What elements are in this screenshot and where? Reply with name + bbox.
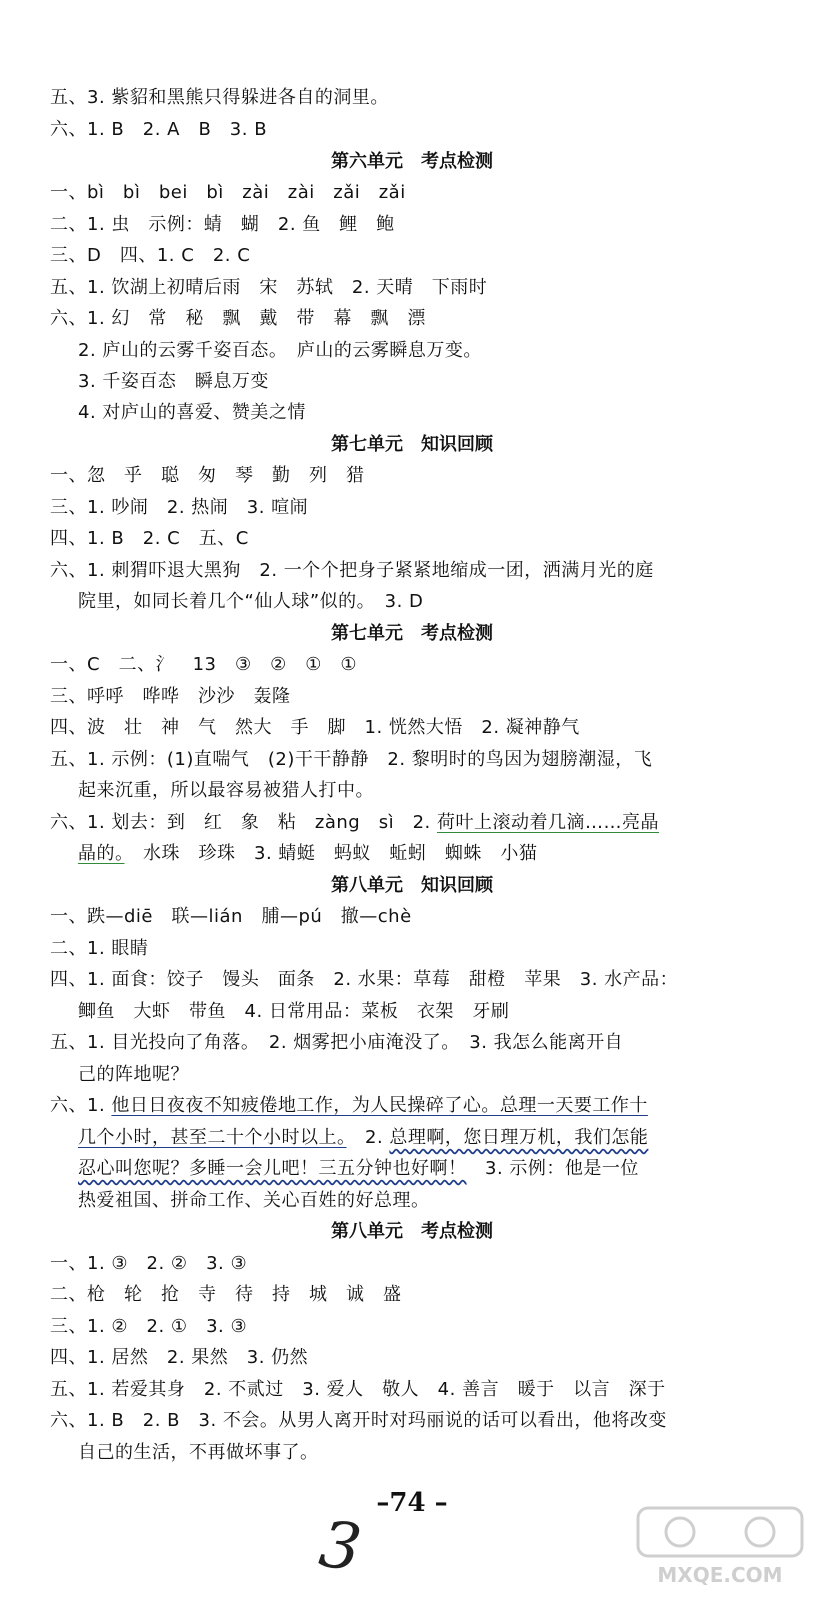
answer-line: 一、1. ③ 2. ② 3. ③ <box>50 1253 248 1274</box>
answer-line: 一、C 二、氵 13 ③ ② ① ① <box>50 654 358 675</box>
answer-line: 三、1. 吵闹 2. 热闹 3. 喧闹 <box>50 497 309 518</box>
wavy-underlined-answer: 总理啊，您日理万机，我们怎能 <box>389 1127 649 1148</box>
answer-text: 六、1. <box>50 1095 112 1116</box>
answer-line: 一、跌—diē 联—lián 脯—pú 撤—chè <box>50 906 412 927</box>
section-heading: 第八单元 考点检测 <box>331 1221 493 1242</box>
answer-line: 己的阵地呢？ <box>78 1064 189 1085</box>
answer-line: 四、1. 面食：饺子 馒头 面条 2. 水果：草莓 甜橙 苹果 3. 水产品： <box>50 969 679 990</box>
answer-line: 五、1. 示例：(1)直喘气 (2)干干静静 2. 黎明时的鸟因为翅膀潮湿，飞 <box>50 749 653 770</box>
wavy-underlined-answer: 忍心叫您呢？多睡一会儿吧！三五分钟也好啊！ <box>78 1158 467 1179</box>
answer-line: 院里，如同长着几个“仙人球”似的。 3. D <box>78 591 424 612</box>
answer-line: 4. 对庐山的喜爱、赞美之情 <box>78 402 306 423</box>
answer-line: 四、1. B 2. C 五、C <box>50 528 249 549</box>
answer-line <box>50 811 674 835</box>
answer-line: 自己的生活，不再做坏事了。 <box>78 1442 319 1463</box>
answer-line: 3. 千姿百态 瞬息万变 <box>78 371 269 392</box>
answer-line: 六、1. 刺猬吓退大黑狗 2. 一个个把身子紧紧地缩成一团，洒满月光的庭 <box>50 560 654 581</box>
answer-line: 四、波 壮 神 气 然大 手 脚 1. 恍然大悟 2. 凝神静气 <box>50 717 580 738</box>
answer-line: 鲫鱼 大虾 带鱼 4. 日常用品：菜板 衣架 牙刷 <box>78 1001 510 1022</box>
answer-line: 热爱祖国、拼命工作、关心百姓的好总理。 <box>78 1190 430 1211</box>
section-heading: 第八单元 知识回顾 <box>331 875 493 896</box>
answer-line: 二、1. 眼睛 <box>50 938 149 959</box>
watermark-logo <box>630 1500 810 1590</box>
page-number: –74 – <box>376 1488 448 1518</box>
answer-line: 三、1. ② 2. ① 3. ③ <box>50 1316 248 1337</box>
handwritten-mark: 3 <box>315 1507 366 1587</box>
answer-line: 三、呼呼 哗哗 沙沙 轰隆 <box>50 686 291 707</box>
answer-line: 四、1. 居然 2. 果然 3. 仍然 <box>50 1347 309 1368</box>
underlined-answer: 荷叶上滚动着几滴……亮晶 <box>436 812 659 833</box>
section-heading: 第七单元 考点检测 <box>331 623 493 644</box>
section-heading: 第七单元 知识回顾 <box>331 434 493 455</box>
answer-line <box>78 1126 674 1150</box>
section-heading: 第六单元 考点检测 <box>331 151 493 172</box>
answer-text: 3. 示例：他是一位 <box>466 1158 639 1179</box>
answer-line: 一、忽 乎 聪 匆 琴 勤 列 猎 <box>50 465 365 486</box>
answer-line: 六、1. 幻 常 秘 飘 戴 带 幕 飘 漂 <box>50 308 426 329</box>
underlined-answer: 他日日夜夜不知疲倦地工作，为人民操碎了心。总理一天要工作十 <box>111 1095 648 1116</box>
underlined-answer: 几个小时，甚至二十个小时以上。 <box>78 1127 347 1148</box>
answer-line <box>78 842 674 866</box>
underlined-answer: 晶的。 <box>78 843 125 864</box>
answer-line: 五、1. 饮湖上初晴后雨 宋 苏轼 2. 天晴 下雨时 <box>50 277 488 298</box>
answer-line: 三、D 四、1. C 2. C <box>50 245 251 266</box>
svg-text:MXQE.COM: MXQE.COM <box>657 1563 783 1587</box>
answer-line: 五、3. 紫貂和黑熊只得躲进各自的洞里。 <box>50 87 389 108</box>
answer-line: 一、bì bì bei bì zài zài zǎi zǎi <box>50 182 406 203</box>
answer-line: 六、1. B 2. A B 3. B <box>50 119 268 140</box>
answer-line: 五、1. 目光投向了角落。 2. 烟雾把小庙淹没了。 3. 我怎么能离开自 <box>50 1032 624 1053</box>
answer-line: 起来沉重，所以最容易被猎人打中。 <box>78 780 374 801</box>
answer-line: 五、1. 若爱其身 2. 不贰过 3. 爱人 敬人 4. 善言 暖于 以言 深于 <box>50 1379 666 1400</box>
answer-line: 六、1. B 2. B 3. 不会。从男人离开时对玛丽说的话可以看出，他将改变 <box>50 1410 667 1431</box>
answer-line <box>78 1157 674 1181</box>
answer-line: 2. 庐山的云雾千姿百态。 庐山的云雾瞬息万变。 <box>78 340 482 361</box>
answer-line <box>50 1094 674 1118</box>
answer-text: 六、1. 划去：到 红 象 粘 zàng sì 2. <box>50 812 437 833</box>
answer-line: 二、枪 轮 抢 寺 待 持 城 诚 盛 <box>50 1284 402 1305</box>
answer-text: 水珠 珍珠 3. 蜻蜓 蚂蚁 蚯蚓 蜘蛛 小猫 <box>124 843 538 864</box>
answer-line: 二、1. 虫 示例：蜻 蝴 2. 鱼 鲤 鲍 <box>50 214 395 235</box>
answer-text: 2. <box>346 1127 390 1148</box>
